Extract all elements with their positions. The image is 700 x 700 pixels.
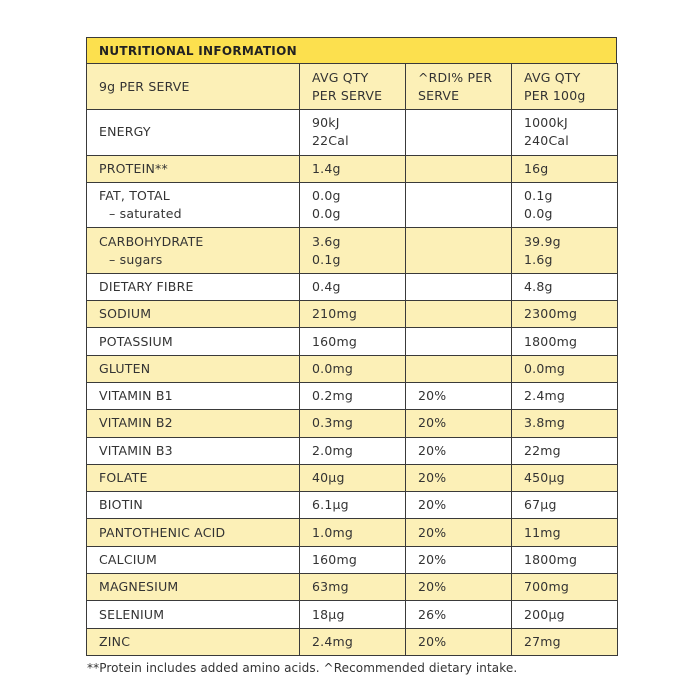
rdi-cell [406,228,512,274]
rdi-cell [406,492,512,519]
nutrient-name-cell [87,492,300,519]
per-100g-cell [512,301,618,328]
nutrient-name-cell [87,355,300,382]
per-serve-cell [300,574,406,601]
per-100g-cell [512,355,618,382]
nutrient-row [87,182,618,228]
nutrient-value: 0.2mg [312,388,353,404]
nutrient-row [87,228,618,274]
nutrient-name-cell [87,328,300,355]
nutrient-value: 0.3mg [312,415,353,431]
per-serve-cell [300,464,406,491]
per-serve-cell [300,273,406,300]
header-text-line: 9g PER SERVE [99,78,190,94]
nutrient-value: 20% [418,470,447,486]
nutrient-name-cell [87,155,300,182]
nutrient-name-cell [87,182,300,228]
nutrient-value: 1.0mg [312,524,353,540]
nutrient-value: 1.6g [524,251,553,267]
nutrient-value: 160mg [312,551,357,567]
nutrient-row [87,273,618,300]
nutrient-value: 0.1g [524,188,553,204]
nutrient-value: 20% [418,497,447,513]
nutrient-row [87,301,618,328]
header-text-line: AVG QTY [524,69,581,85]
nutrient-value: 39.9g [524,233,561,249]
header-cell-avg-qty-per-serve [300,64,406,110]
per-serve-cell [300,110,406,156]
rdi-cell [406,355,512,382]
nutrient-row [87,492,618,519]
nutrient-value: 11mg [524,524,561,540]
rdi-cell [406,301,512,328]
nutrient-row [87,382,618,409]
nutrient-value: 20% [418,579,447,595]
nutrient-value: 90kJ [312,115,340,131]
nutrient-row [87,628,618,655]
nutrient-label: FOLATE [99,470,148,486]
nutrient-name-cell [87,273,300,300]
nutrient-name-cell [87,110,300,156]
per-serve-cell [300,228,406,274]
nutrient-value: 700mg [524,579,569,595]
header-row [87,64,618,110]
nutrient-row [87,155,618,182]
nutrient-row [87,574,618,601]
per-100g-cell [512,464,618,491]
nutrient-label: SODIUM [99,306,152,322]
per-100g-cell [512,546,618,573]
per-100g-cell [512,273,618,300]
nutrient-label: ZINC [99,633,131,649]
per-serve-cell [300,492,406,519]
nutrient-value: 240Cal [524,133,569,149]
nutrient-value: 6.1µg [312,497,349,513]
rdi-cell [406,519,512,546]
nutrient-label: VITAMIN B3 [99,442,173,458]
rdi-cell [406,574,512,601]
per-100g-cell [512,492,618,519]
nutrient-value: 2.4mg [524,388,565,404]
header-text-line: SERVE [418,87,460,103]
per-serve-cell [300,301,406,328]
nutrient-value: 16g [524,160,549,176]
per-100g-cell [512,182,618,228]
nutrient-sub-label: – sugars [109,251,163,267]
per-100g-cell [512,519,618,546]
nutrient-value: 1000kJ [524,115,568,131]
nutrient-value: 63mg [312,579,349,595]
per-serve-cell [300,355,406,382]
nutrient-row [87,437,618,464]
per-100g-cell [512,228,618,274]
per-100g-cell [512,628,618,655]
nutrient-row [87,410,618,437]
nutrient-name-cell [87,574,300,601]
nutrient-value: 20% [418,415,447,431]
nutrient-value: 1.4g [312,160,341,176]
nutrient-label: PANTOTHENIC ACID [99,524,226,540]
per-100g-cell [512,574,618,601]
nutrient-value: 3.8mg [524,415,565,431]
nutrient-value: 0.0g [312,188,341,204]
rdi-cell [406,546,512,573]
footnote: **Protein includes added amino acids. ^Recommended dietary intake. [87,661,518,675]
nutrient-value: 210mg [312,306,357,322]
nutrient-row [87,464,618,491]
rdi-cell [406,273,512,300]
per-serve-cell [300,437,406,464]
header-cell-rdi-per-serve [406,64,512,110]
nutrient-value: 0.0g [312,206,341,222]
nutrient-name-cell [87,546,300,573]
per-serve-cell [300,601,406,628]
nutrient-value: 27mg [524,633,561,649]
nutrient-value: 160mg [312,333,357,349]
per-serve-cell [300,182,406,228]
nutrient-name-cell [87,519,300,546]
nutrient-row [87,601,618,628]
nutrient-value: 20% [418,442,447,458]
nutrient-value: 20% [418,551,447,567]
nutrient-label: BIOTIN [99,497,143,513]
nutrient-value: 1800mg [524,333,578,349]
nutrient-value: 0.0mg [312,360,353,376]
rdi-cell [406,464,512,491]
rdi-cell [406,110,512,156]
nutrient-label: MAGNESIUM [99,579,179,595]
nutrient-name-cell [87,301,300,328]
nutrient-value: 67µg [524,497,557,513]
rdi-cell [406,601,512,628]
rdi-cell [406,382,512,409]
per-100g-cell [512,382,618,409]
per-serve-cell [300,155,406,182]
nutrition-table [86,63,618,656]
nutrient-value: 200µg [524,606,565,622]
rdi-cell [406,328,512,355]
rdi-cell [406,182,512,228]
per-serve-cell [300,328,406,355]
nutrient-value: 20% [418,388,447,404]
per-100g-cell [512,155,618,182]
per-serve-cell [300,628,406,655]
per-100g-cell [512,601,618,628]
nutrient-name-cell [87,228,300,274]
nutrient-value: 20% [418,524,447,540]
nutrient-value: 3.6g [312,233,341,249]
nutrient-value: 0.1g [312,251,341,267]
nutrient-row [87,546,618,573]
nutrient-value: 450µg [524,470,565,486]
nutrient-value: 1800mg [524,551,578,567]
per-100g-cell [512,110,618,156]
rdi-cell [406,410,512,437]
nutrient-label: PROTEIN** [99,160,168,176]
nutrient-label: GLUTEN [99,360,151,376]
nutrient-name-cell [87,382,300,409]
nutrient-value: 22mg [524,442,561,458]
nutrient-label: FAT, TOTAL [99,188,170,204]
nutrition-panel [86,37,617,656]
per-serve-cell [300,546,406,573]
per-100g-cell [512,328,618,355]
nutrient-label: CARBOHYDRATE [99,233,204,249]
nutrient-name-cell [87,410,300,437]
nutrient-value: 2.4mg [312,633,353,649]
rdi-cell [406,155,512,182]
nutrient-name-cell [87,601,300,628]
nutrient-rows [87,110,618,656]
per-100g-cell [512,437,618,464]
header-text-line: PER SERVE [312,87,383,103]
header-text-line: PER 100g [524,87,586,103]
nutrient-row [87,328,618,355]
nutrient-label: CALCIUM [99,551,157,567]
nutrient-value: 40µg [312,470,345,486]
nutrient-label: DIETARY FIBRE [99,278,194,294]
per-100g-cell [512,410,618,437]
per-serve-cell [300,519,406,546]
nutrient-value: 18µg [312,606,345,622]
per-serve-cell [300,382,406,409]
nutrient-value: 0.0mg [524,360,565,376]
rdi-cell [406,628,512,655]
header-text-line: AVG QTY [312,69,369,85]
header-cell-serving-size [87,64,300,110]
nutrient-value: 4.8g [524,278,553,294]
nutrient-label: ENERGY [99,124,151,140]
nutrient-row [87,519,618,546]
nutrient-name-cell [87,464,300,491]
nutrient-value: 0.4g [312,278,341,294]
nutrient-name-cell [87,437,300,464]
panel-title: NUTRITIONAL INFORMATION [86,37,617,63]
nutrient-value: 20% [418,633,447,649]
nutrient-row [87,110,618,156]
nutrient-label: POTASSIUM [99,333,173,349]
rdi-cell [406,437,512,464]
nutrient-name-cell [87,628,300,655]
header-cell-avg-qty-per-100g [512,64,618,110]
per-serve-cell [300,410,406,437]
nutrient-row [87,355,618,382]
header-text-line: ^RDI% PER [418,69,493,85]
nutrient-value: 22Cal [312,133,349,149]
nutrient-label: VITAMIN B2 [99,415,173,431]
nutrient-label: VITAMIN B1 [99,388,173,404]
nutrient-value: 2.0mg [312,442,353,458]
nutrient-value: 26% [418,606,447,622]
nutrient-sub-label: – saturated [109,206,182,222]
nutrient-value: 2300mg [524,306,578,322]
nutrient-value: 0.0g [524,206,553,222]
nutrient-label: SELENIUM [99,606,165,622]
